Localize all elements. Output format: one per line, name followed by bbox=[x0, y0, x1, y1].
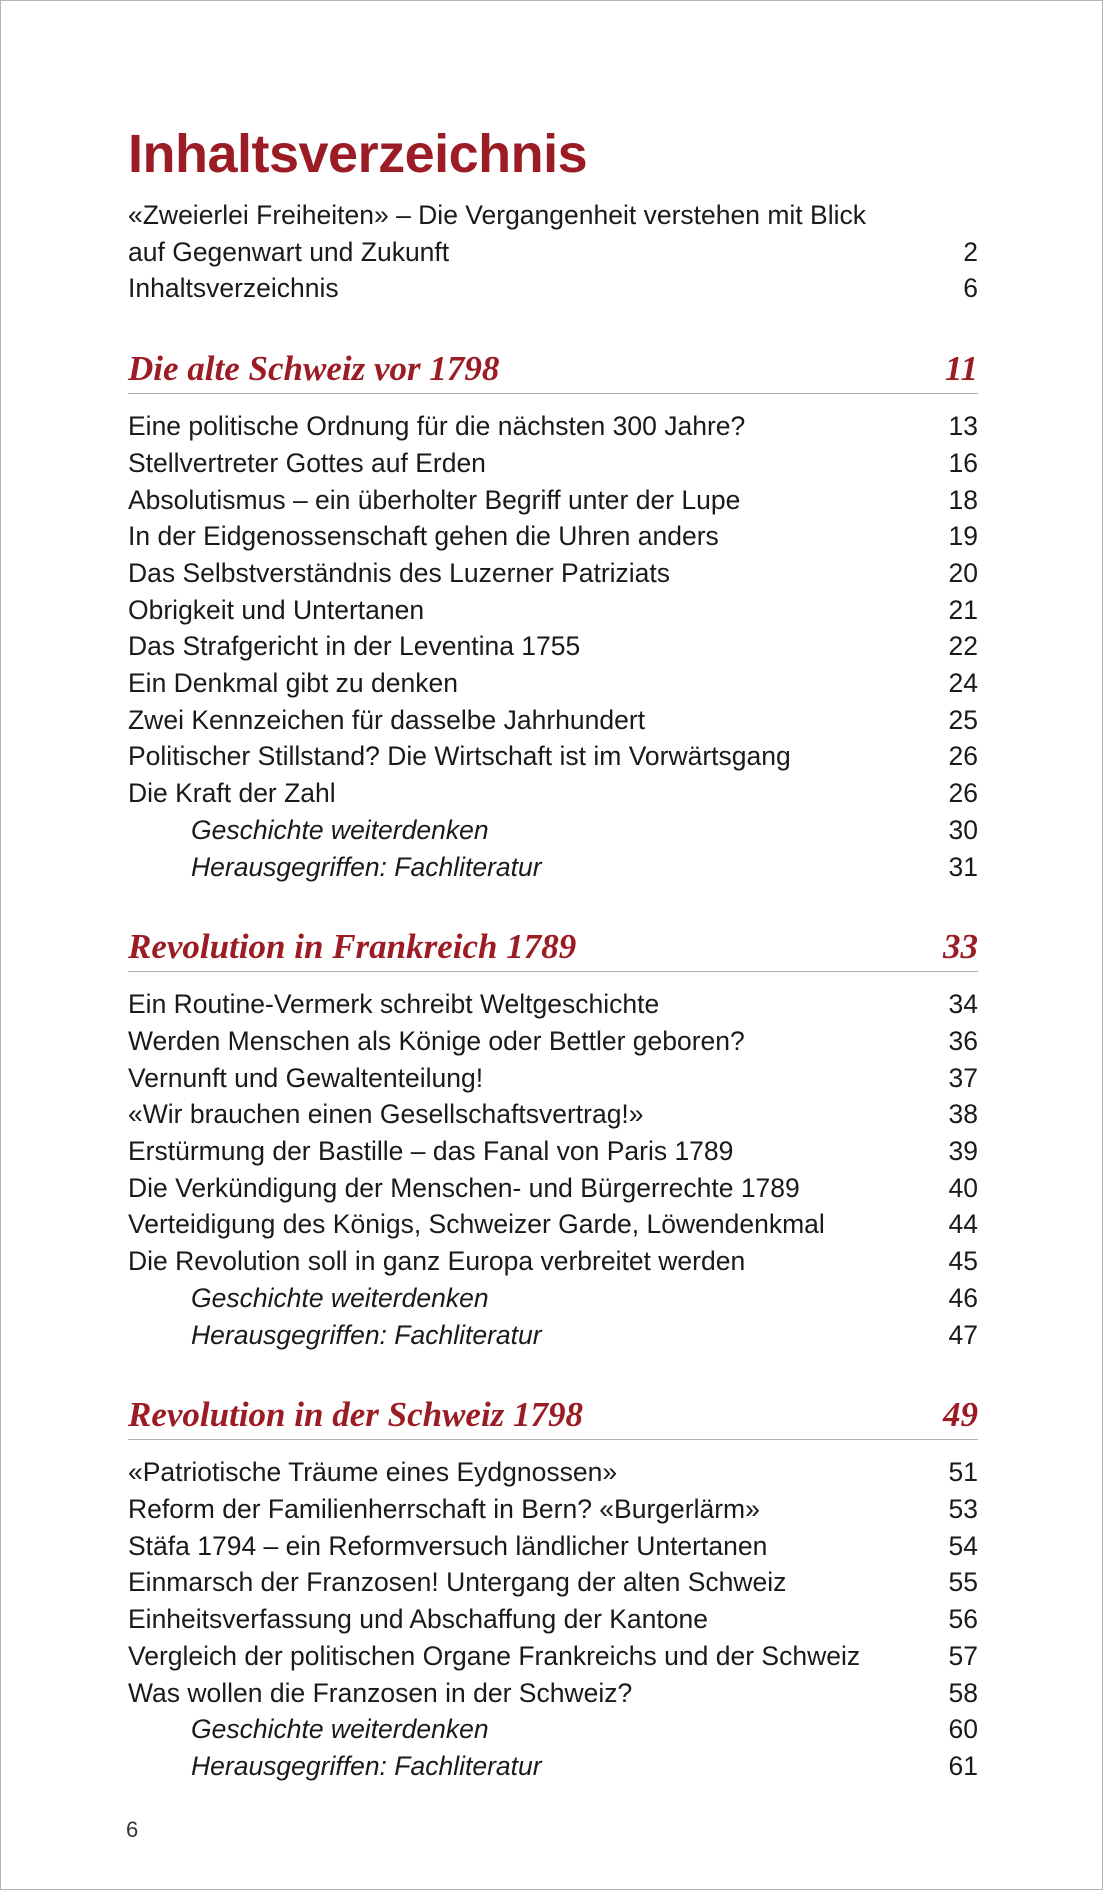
entry-page-number: 34 bbox=[948, 989, 978, 1020]
entry-label: Vernunft und Gewaltenteilung! bbox=[128, 1062, 484, 1093]
entry-page-number: 39 bbox=[948, 1136, 978, 1167]
toc-entry[interactable] bbox=[128, 270, 978, 307]
toc-subentry[interactable] bbox=[128, 1317, 978, 1354]
toc-entry[interactable] bbox=[128, 1096, 978, 1133]
toc-entry[interactable] bbox=[128, 1564, 978, 1601]
toc-subentry[interactable] bbox=[128, 1748, 978, 1785]
entry-page-number: 19 bbox=[948, 521, 978, 552]
entry-label: Stäfa 1794 – ein Reformversuch ländlicher Untertanen bbox=[128, 1530, 768, 1561]
toc-entry[interactable] bbox=[128, 738, 978, 775]
toc-entry[interactable] bbox=[128, 592, 978, 629]
entry-label: Politischer Stillstand? Die Wirtschaft ist im Vorwärtsgang bbox=[128, 741, 791, 772]
toc-subentry[interactable] bbox=[128, 812, 978, 849]
entry-page-number: 53 bbox=[948, 1493, 978, 1524]
entry-page-number: 6 bbox=[963, 273, 978, 304]
entry-label: Absolutismus – ein überholter Begriff unter der Lupe bbox=[128, 484, 741, 515]
entry-label: Die Verkündigung der Menschen- und Bürgerrechte 1789 bbox=[128, 1172, 800, 1203]
section-title: Revolution in Frankreich 1789 bbox=[128, 927, 577, 967]
entry-page-number: 38 bbox=[948, 1099, 978, 1130]
subentry-page-number: 46 bbox=[948, 1282, 978, 1313]
entry-page-number: 45 bbox=[948, 1246, 978, 1277]
entry-page-number: 55 bbox=[948, 1567, 978, 1598]
entry-page-number: 40 bbox=[948, 1172, 978, 1203]
section-revolution-frankreich bbox=[128, 925, 978, 1353]
entry-page-number: 56 bbox=[948, 1604, 978, 1635]
entry-label: Obrigkeit und Untertanen bbox=[128, 594, 425, 625]
toc-entry[interactable] bbox=[128, 1528, 978, 1565]
entry-label: Ein Denkmal gibt zu denken bbox=[128, 668, 458, 699]
section-revolution-schweiz bbox=[128, 1393, 978, 1784]
entry-label: Das Strafgericht in der Leventina 1755 bbox=[128, 631, 581, 662]
entry-label: Zwei Kennzeichen für dasselbe Jahrhundert bbox=[128, 704, 646, 735]
entry-page-number: 37 bbox=[948, 1062, 978, 1093]
toc-subentry[interactable] bbox=[128, 849, 978, 886]
toc-entry[interactable] bbox=[128, 518, 978, 555]
subentry-page-number: 60 bbox=[948, 1714, 978, 1745]
toc-entry[interactable] bbox=[128, 1060, 978, 1097]
toc-entry[interactable] bbox=[128, 1023, 978, 1060]
toc-entry[interactable] bbox=[128, 1454, 978, 1491]
entry-page-number: 57 bbox=[948, 1640, 978, 1671]
footer-page-number: 6 bbox=[126, 1817, 139, 1842]
intro-entry-line1: «Zweierlei Freiheiten» – Die Vergangenheit verstehen mit Blick bbox=[128, 200, 866, 230]
subentry-label: Geschichte weiterdenken bbox=[191, 1714, 489, 1745]
subentry-page-number: 61 bbox=[948, 1750, 978, 1781]
entry-label: auf Gegenwart und Zukunft bbox=[128, 236, 450, 267]
entry-page-number: 25 bbox=[948, 704, 978, 735]
entry-label: Die Revolution soll in ganz Europa verbreitet werden bbox=[128, 1246, 746, 1277]
entry-label: Verteidigung des Königs, Schweizer Garde, Löwendenkmal bbox=[128, 1209, 825, 1240]
section-heading[interactable] bbox=[128, 347, 978, 394]
table-of-contents bbox=[128, 121, 978, 1785]
toc-entry[interactable] bbox=[128, 1170, 978, 1207]
section-heading[interactable] bbox=[128, 1393, 978, 1440]
toc-subentry[interactable] bbox=[128, 1280, 978, 1317]
entry-label: Eine politische Ordnung für die nächsten 300 Jahre? bbox=[128, 411, 746, 442]
toc-entry[interactable] bbox=[128, 986, 978, 1023]
intro-entry[interactable] bbox=[128, 234, 978, 271]
entry-label: Das Selbstverständnis des Luzerner Patriziats bbox=[128, 557, 671, 588]
entry-page-number: 13 bbox=[948, 411, 978, 442]
entry-label: Was wollen die Franzosen in der Schweiz? bbox=[128, 1677, 633, 1708]
section-heading[interactable] bbox=[128, 925, 978, 972]
entry-label: In der Eidgenossenschaft gehen die Uhren anders bbox=[128, 521, 719, 552]
entry-label: Werden Menschen als Könige oder Bettler geboren? bbox=[128, 1025, 745, 1056]
toc-entry[interactable] bbox=[128, 1133, 978, 1170]
section-page-number: 11 bbox=[944, 349, 978, 389]
toc-entry[interactable] bbox=[128, 1601, 978, 1638]
section-title: Die alte Schweiz vor 1798 bbox=[128, 349, 500, 389]
entry-label: Erstürmung der Bastille – das Fanal von Paris 1789 bbox=[128, 1136, 734, 1167]
entry-page-number: 26 bbox=[948, 741, 978, 772]
toc-entry[interactable] bbox=[128, 482, 978, 519]
entry-label: Reform der Familienherrschaft in Bern? «Burgerlärm» bbox=[128, 1493, 760, 1524]
entry-page-number: 36 bbox=[948, 1025, 978, 1056]
toc-entry[interactable] bbox=[128, 408, 978, 445]
section-page-number: 33 bbox=[943, 927, 978, 967]
toc-entry[interactable] bbox=[128, 1638, 978, 1675]
entry-page-number: 21 bbox=[948, 594, 978, 625]
section-alte-schweiz bbox=[128, 347, 978, 885]
entry-page-number: 51 bbox=[948, 1457, 978, 1488]
entry-page-number: 18 bbox=[948, 484, 978, 515]
entry-page-number: 44 bbox=[948, 1209, 978, 1240]
entry-label: «Patriotische Träume eines Eydgnossen» bbox=[128, 1457, 618, 1488]
toc-entry[interactable] bbox=[128, 702, 978, 739]
subentry-label: Herausgegriffen: Fachliteratur bbox=[191, 851, 542, 882]
entry-page-number: 20 bbox=[948, 557, 978, 588]
section-page-number: 49 bbox=[943, 1395, 978, 1435]
entry-page-number: 58 bbox=[948, 1677, 978, 1708]
toc-entry[interactable] bbox=[128, 1675, 978, 1712]
toc-entry[interactable] bbox=[128, 665, 978, 702]
subentry-label: Herausgegriffen: Fachliteratur bbox=[191, 1319, 542, 1350]
section-title: Revolution in der Schweiz 1798 bbox=[128, 1395, 584, 1435]
entry-label: Die Kraft der Zahl bbox=[128, 778, 336, 809]
entry-label: Vergleich der politischen Organe Frankreichs und der Schweiz bbox=[128, 1640, 861, 1671]
entry-label: Stellvertreter Gottes auf Erden bbox=[128, 447, 486, 478]
entry-page-number: 54 bbox=[948, 1530, 978, 1561]
toc-entry[interactable] bbox=[128, 555, 978, 592]
toc-entry[interactable] bbox=[128, 628, 978, 665]
subentry-label: Geschichte weiterdenken bbox=[191, 1282, 489, 1313]
entry-label: Inhaltsverzeichnis bbox=[128, 273, 339, 304]
entry-label: Einmarsch der Franzosen! Untergang der alten Schweiz bbox=[128, 1567, 787, 1598]
intro-block bbox=[128, 197, 978, 307]
entry-page-number: 22 bbox=[948, 631, 978, 662]
subentry-page-number: 30 bbox=[948, 814, 978, 845]
entry-label: «Wir brauchen einen Gesellschaftsvertrag!» bbox=[128, 1099, 644, 1130]
entry-page-number: 26 bbox=[948, 778, 978, 809]
toc-subentry[interactable] bbox=[128, 1711, 978, 1748]
entry-page-number: 16 bbox=[948, 447, 978, 478]
subentry-page-number: 31 bbox=[948, 851, 978, 882]
toc-entry[interactable] bbox=[128, 1243, 978, 1280]
page-title: Inhaltsverzeichnis bbox=[128, 124, 588, 184]
toc-entry[interactable] bbox=[128, 775, 978, 812]
entry-label: Einheitsverfassung und Abschaffung der Kantone bbox=[128, 1604, 708, 1635]
entry-label: Ein Routine-Vermerk schreibt Weltgeschichte bbox=[128, 989, 660, 1020]
subentry-label: Herausgegriffen: Fachliteratur bbox=[191, 1750, 542, 1781]
entry-page-number: 2 bbox=[963, 236, 978, 267]
subentry-page-number: 47 bbox=[948, 1319, 978, 1350]
toc-entry[interactable] bbox=[128, 1491, 978, 1528]
entry-page-number: 24 bbox=[948, 668, 978, 699]
subentry-label: Geschichte weiterdenken bbox=[191, 814, 489, 845]
toc-entry[interactable] bbox=[128, 445, 978, 482]
toc-entry[interactable] bbox=[128, 1206, 978, 1243]
